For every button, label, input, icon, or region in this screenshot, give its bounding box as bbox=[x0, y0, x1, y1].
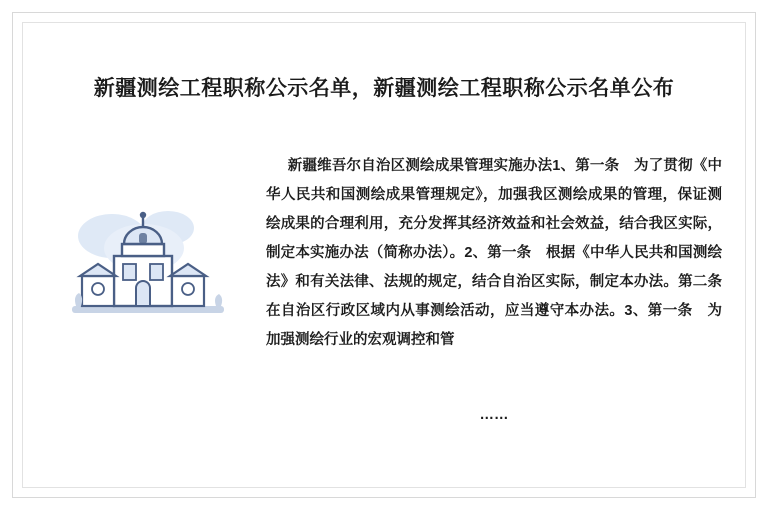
article-ellipsis: …… bbox=[479, 407, 509, 423]
article-body: 新疆维吾尔自治区测绘成果管理实施办法1、第一条 为了贯彻《中华人民共和国测绘成果管理规定》，加强我区测绘成果的管理，保证测绘成果的合理利用，充分发挥其经济效益和社会效益，结合我区实际，制定本实施办法（简称办法）。2、第一条 根据《中华人民共和国测绘法》和有关法律、法规的规定，结合自治区实际，制定本办法。第二条 在自治区行政区域内从事测绘活动，应当遵守本办法。3、第一条 为加强测绘行业的宏观调控和管 bbox=[266, 158, 737, 348]
page-title: 新疆测绘工程职称公示名单，新疆测绘工程职称公示名单公布 bbox=[93, 77, 675, 100]
observatory-building-illustration bbox=[52, 184, 242, 334]
document-content bbox=[34, 34, 737, 476]
body-area bbox=[34, 152, 737, 442]
